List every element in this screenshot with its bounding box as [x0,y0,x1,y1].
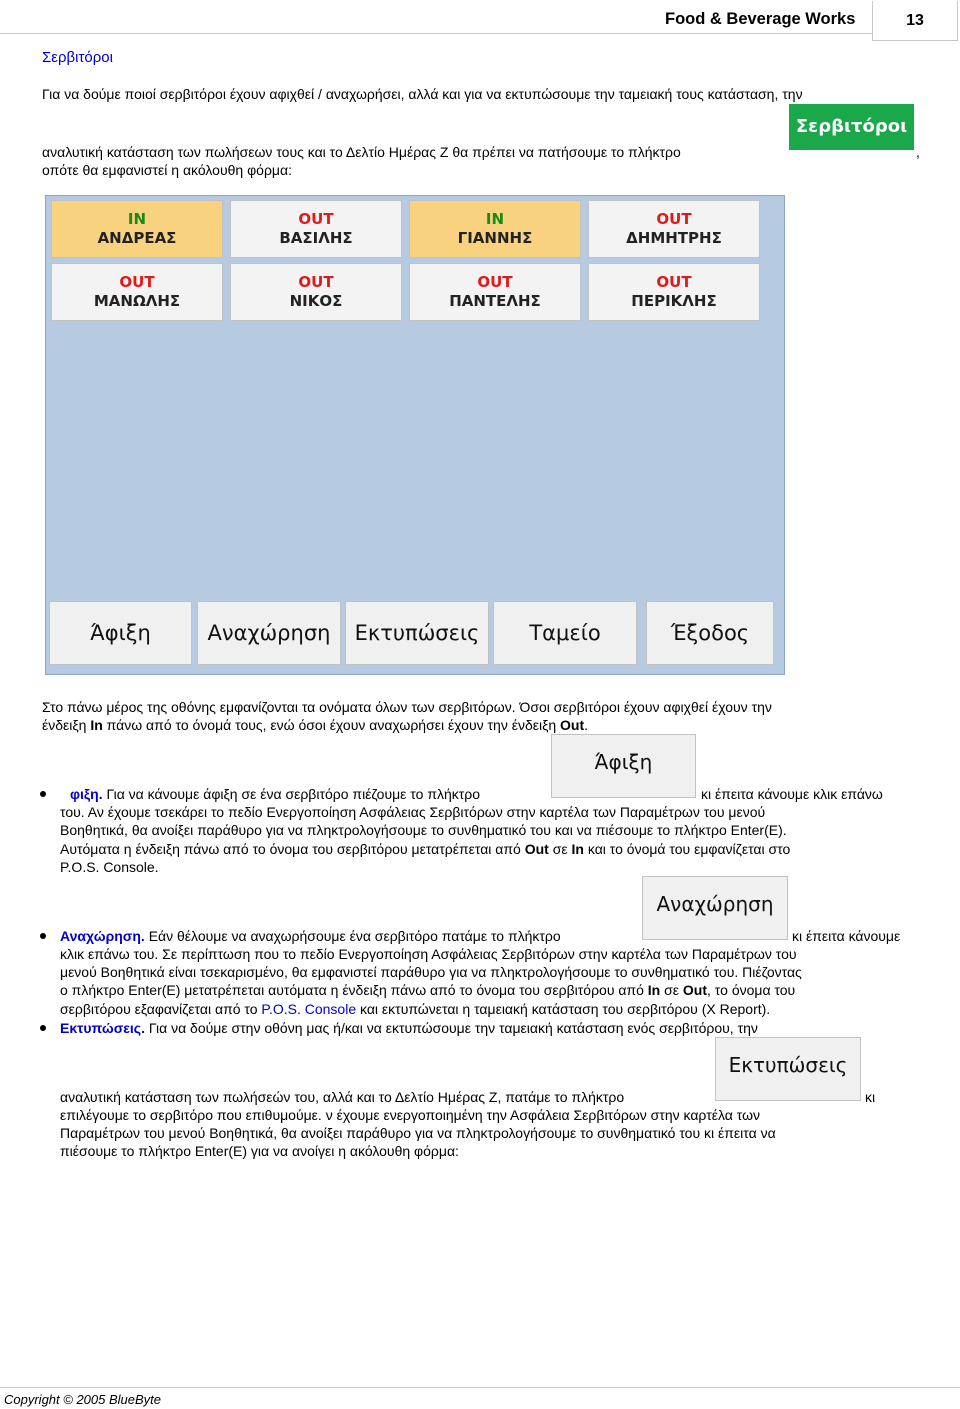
waiters-form [45,195,785,675]
desc-line-2: ένδειξη In πάνω από το όνομά τους, ενώ όσοι έχουν αναχωρήσει έχουν την ένδειξη Out. [42,717,589,733]
waiters-button[interactable]: Σερβιτόροι [789,104,914,150]
bullet1-line-2: του. Αν έχουμε τσεκάρει το πεδίο Ενεργοποίηση Ασφάλειας Σερβιτόρων στην καρτέλα των Παραμέτρων του μενού [60,804,766,820]
waiter-status: OUT [477,273,513,291]
bullet3-line-3: επιλέγουμε το σερβιτόρο που επιθυμούμε. ν έχουμε ενεργοποιημένη την Ασφάλεια Σερβιτόρων στην καρτέλα των [60,1107,760,1123]
bullet3-line-2-end: κι [865,1089,876,1105]
bullet1-line-1: φιξη. Για να κάνουμε άφιξη σε ένα σερβιτόρο πιέζουμε το πλήκτρο [70,786,481,802]
departure-button[interactable]: Αναχώρηση [197,601,341,665]
waiter-status: OUT [656,210,692,228]
bullet-dot [40,791,46,797]
waiter-name: ΠΑΝΤΕΛΗΣ [449,292,541,310]
bullet2-line-5: σερβιτόρου εξαφανίζεται από το P.O.S. Console και εκτυπώνεται η ταμειακή κατάσταση του σερβιτόρου (X Report). [60,1001,771,1017]
bullet3-line-1: Εκτυπώσεις. Για να δούμε στην οθόνη μας ή/και να εκτυπώσουμε την ταμειακή κατάσταση ενός σερβιτόρου, την [60,1020,758,1036]
prints-inline-button: Εκτυπώσεις [715,1037,861,1101]
waiter-status: OUT [119,273,155,291]
footer-copyright: Copyright © 2005 BlueByte [4,1392,162,1407]
header-divider [0,33,873,34]
prints-button[interactable]: Εκτυπώσεις [345,601,489,665]
bullet3-line-2: αναλυτική κατάσταση των πωλήσεών του, αλλά και το Δελτίο Ημέρας Ζ, πατάμε το πλήκτρο [60,1089,625,1105]
waiter-button-dimitris[interactable] [588,200,760,258]
footer-divider [0,1387,960,1388]
waiter-status: OUT [298,210,334,228]
bullet1-line-5: P.O.S. Console. [60,859,159,875]
waiter-button-manolis[interactable] [51,263,223,321]
waiter-status: IN [485,210,505,228]
page-number: 13 [872,1,958,41]
waiter-button-periklis[interactable] [588,263,760,321]
bullet2-line-4: ο πλήκτρο Enter(E) μετατρέπεται αυτόματα η ένδειξη πάνω από το όνομα του σερβιτόρου από In σε Out, το όνομα του [60,982,796,998]
intro-line-1: Για να δούμε ποιοί σερβιτόροι έχουν αφιχθεί / αναχωρήσει, αλλά και για να εκτυπώσουμε την ταμειακή τους κατάσταση, την [42,86,803,102]
bullet-dot [40,1025,46,1031]
waiter-name: ΒΑΣΙΛΗΣ [279,229,353,247]
bullet1-line-3: Βοηθητικά, θα ανοίξει παράθυρο για να πληκτρολογήσουμε το συνθηματικό του και να πιέσουμε το πλήκτρο Enter(E). [60,822,787,838]
waiter-name: ΓΙΑΝΝΗΣ [457,229,533,247]
bullet1-line-1-end: κι έπειτα κάνουμε κλικ επάνω [701,786,883,802]
waiter-status: OUT [298,273,334,291]
bullet3-line-4: Παραμέτρων του μενού Βοηθητικά, θα ανοίξει παράθυρο για να πληκτρολογήσουμε το συνθηματικό του κι έπειτα να [60,1125,776,1141]
waiter-button-pantelis[interactable] [409,263,581,321]
header-title: Food & Beverage Works [665,10,856,28]
bullet1-line-4: Αυτόματα η ένδειξη πάνω από το όνομα του σερβιτόρου μετατρέπεται από Out σε In και το όνομά του εμφανίζεται στο [60,841,791,857]
waiter-name: ΑΝΔΡΕΑΣ [97,229,177,247]
departure-inline-button: Αναχώρηση [642,876,788,940]
waiter-status: OUT [656,273,692,291]
waiter-name: ΠΕΡΙΚΛΗΣ [631,292,717,310]
bullet3-line-5: πιέσουμε το πλήκτρο Enter(E) για να ανοίγει η ακόλουθη φόρμα: [60,1143,459,1159]
intro-line-2: αναλυτική κατάσταση των πωλήσεων τους και το Δελτίο Ημέρας Ζ θα πρέπει να πατήσουμε το πλήκτρο [42,144,681,160]
bullet2-line-2: κλικ επάνω του. Σε περίπτωση που το πεδίο Ενεργοποίηση Ασφάλειας Σερβιτόρων στην καρτέλα των Παραμέτρων του [60,946,797,962]
waiter-name: ΜΑΝΩΛΗΣ [93,292,181,310]
desc-line-1: Στο πάνω μέρος της οθόνης εμφανίζονται τα ονόματα όλων των σερβιτόρων. Όσοι σερβιτόροι έχουν αφιχθεί έχουν την [42,699,772,715]
arrival-inline-button: Άφιξη [551,734,696,798]
waiter-name: ΝΙΚΟΣ [289,292,343,310]
bullet2-line-1-end: κι έπειτα κάνουμε [792,928,901,944]
waiter-button-andreas[interactable] [51,200,223,258]
exit-button[interactable]: Έξοδος [646,601,774,665]
waiter-name: ΔΗΜΗΤΡΗΣ [626,229,722,247]
bullet2-line-1: Αναχώρηση. Εάν θέλουμε να αναχωρήσουμε ένα σερβιτόρο πατάμε το πλήκτρο [60,928,561,944]
intro-line-3: οπότε θα εμφανιστεί η ακόλουθη φόρμα: [42,162,292,178]
bullet-dot [40,933,46,939]
waiter-button-vasilis[interactable] [230,200,402,258]
waiter-status: IN [127,210,147,228]
cashier-button[interactable]: Ταμείο [493,601,637,665]
bullet2-line-3: μενού Βοηθητικά είναι τσεκαρισμένο, θα εμφανιστεί παράθυρο για να πληκτρολογήσουμε το συνθηματικό του. Πιέζοντας [60,964,802,980]
waiter-button-nikos[interactable] [230,263,402,321]
intro-comma: , [916,144,920,160]
section-title: Σερβιτόροι [42,49,113,66]
arrival-button[interactable]: Άφιξη [49,601,192,665]
waiter-button-giannis[interactable] [409,200,581,258]
